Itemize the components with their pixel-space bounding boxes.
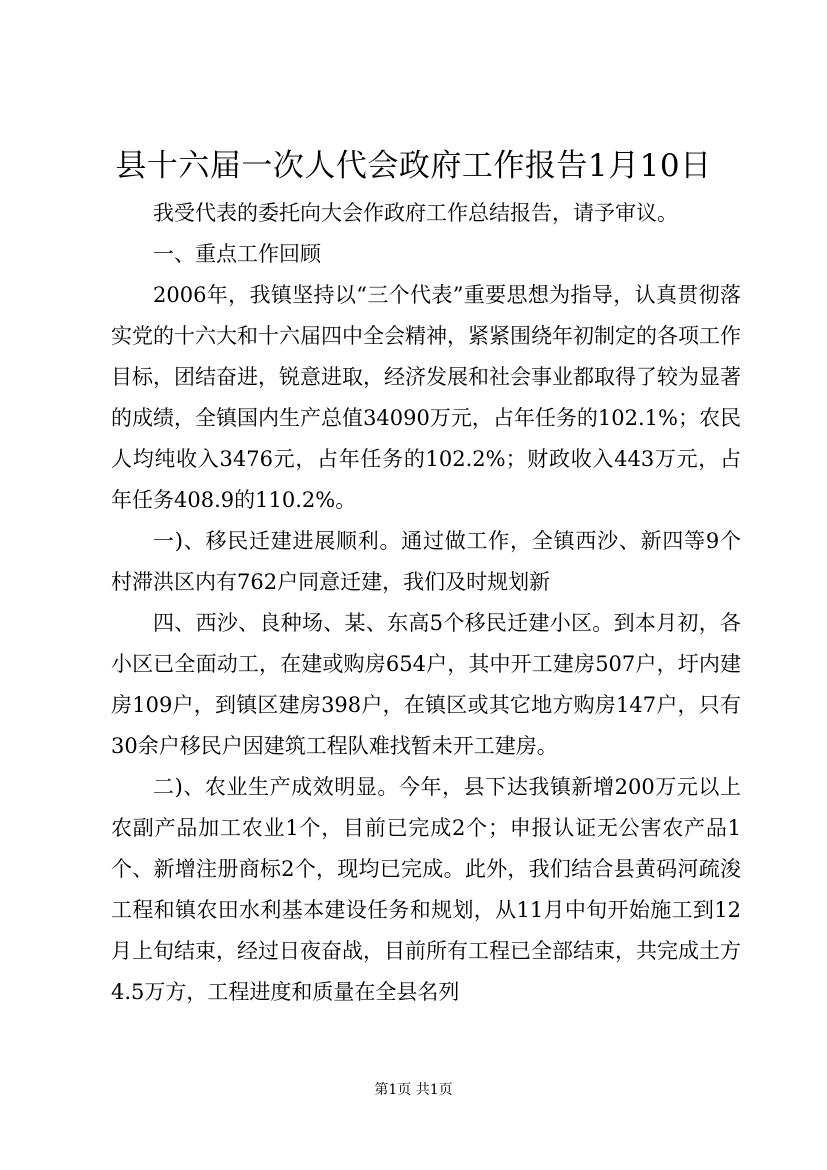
paragraph: 我受代表的委托向大会作政府工作总结报告，请予审议。: [153, 201, 678, 225]
document-title: 县十六届一次人代会政府工作报告1月10日: [115, 148, 712, 184]
paragraph: 一)、移民迁建进展顺利。通过做工作，全镇西沙、新四等9个村滞洪区内有762户同意迁建，我们及时规划新: [111, 529, 741, 594]
paragraph: 二)、农业生产成效明显。今年，县下达我镇新增200万元以上农副产品加工农业1个，目前已完成2个；申报认证无公害农产品1个、新增注册商标2个，现均已完成。此外，我们结合县黄码河疏浚工程和镇农田水利基本建设任务和规划，从11月中旬开始施工到12月上旬结束，经过日夜奋战，目前所有工程已全部结束，共完成土方4.5万方，工程进度和质量在全县名列: [111, 775, 741, 1004]
section-heading: 一、重点工作回顾: [153, 242, 321, 266]
document-body: [111, 193, 741, 1013]
paragraph: 2006年，我镇坚持以“三个代表”重要思想为指导，认真贯彻落实党的十六大和十六届四中全会精神，紧紧围绕年初制定的各项工作目标，团结奋进，锐意进取，经济发展和社会事业都取得了较为显著的成绩，全镇国内生产总值34090万元，占年任务的102.1%；农民人均纯收入3476元，占年任务的102.2%；财政收入443万元，占年任务408.9的110.2%。: [111, 283, 741, 512]
paragraph: 四、西沙、良种场、某、东高5个移民迁建小区。到本月初，各小区已全面动工，在建或购房654户，其中开工建房507户，圩内建房109户，到镇区建房398户，在镇区或其它地方购房147户，只有30余户移民户因建筑工程队难找暂未开工建房。: [111, 611, 741, 758]
page-footer: 第1页 共1页: [374, 1082, 453, 1098]
